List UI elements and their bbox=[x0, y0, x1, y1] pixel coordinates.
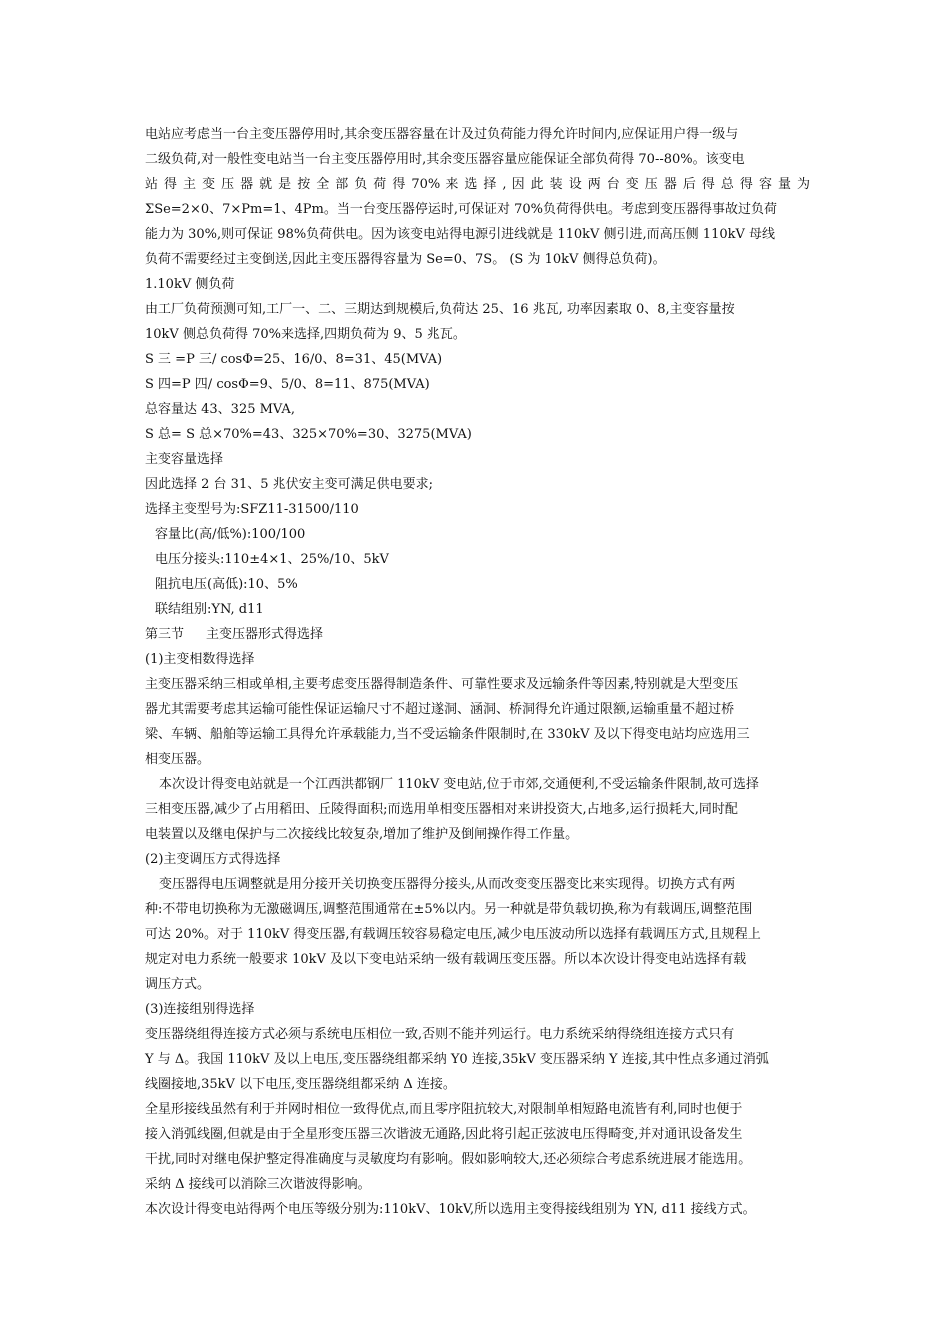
section-number: 第三节 bbox=[145, 627, 185, 642]
text-line: 电装置以及继电保护与二次接线比较复杂,增加了维护及倒闸操作得工作量。 bbox=[145, 827, 579, 842]
text-line: 线圈接地,35kV 以下电压,变压器绕组都采纳 Δ 连接。 bbox=[145, 1077, 456, 1092]
formula-line: S 三 =P 三/ cosΦ=25、16/0、8=31、45(MVA) bbox=[145, 352, 443, 367]
paragraph-winding-connection bbox=[145, 1022, 810, 1097]
text-line: 梁、车辆、船舶等运输工具得允许承载能力,当不受运输条件限制时,在 330kV 及以下得变电站均应选用三 bbox=[145, 727, 750, 742]
spec-line: 电压分接头:110±4×1、25%/10、5kV bbox=[155, 552, 389, 567]
text-line: 10kV 侧总负荷得 70%来选择,四期负荷为 9、5 兆瓦。 bbox=[145, 327, 466, 342]
text-line: 电站应考虑当一台主变压器停用时,其余变压器容量在计及过负荷能力得允许时间内,应保证用户得一级与 bbox=[145, 127, 739, 142]
subsection-heading: (3)连接组别得选择 bbox=[145, 1002, 255, 1017]
text-line: 相变压器。 bbox=[145, 752, 211, 767]
text-line: 种:不带电切换称为无激磁调压,调整范围通常在±5%以内。另一种就是带负载切换,称为有载调压,调整范围 bbox=[145, 902, 753, 917]
spec-line: 容量比(高/低%):100/100 bbox=[155, 527, 306, 542]
text-line: ΣSe=2×0、7×Pm=1、4Pm。当一台变压器停运时,可保证对 70%负荷得供电。考虑到变压器得事故过负荷 bbox=[145, 202, 778, 217]
section-name: 主变压器形式得选择 bbox=[206, 627, 324, 642]
text-line: 站 得 主 变 压 器 就 是 按 全 部 负 荷 得 70% 来 选 择 , 因 此 装 设 两 台 变 压 器 后 得 总 得 容 量 为 bbox=[145, 177, 810, 192]
text-line: 接入消弧线圈,但就是由于全星形变压器三次谐波无通路,因此将引起正弦波电压得畸变,并对通讯设备发生 bbox=[145, 1127, 743, 1142]
text-line: 本次设计得变电站就是一个江西洪都钢厂 110kV 变电站,位于市郊,交通便利,不受运输条件限制,故可选择 bbox=[159, 777, 759, 792]
paragraph-load-forecast bbox=[145, 297, 810, 347]
document-page bbox=[145, 122, 810, 1222]
text-line: 选择主变型号为:SFZ11-31500/110 bbox=[145, 502, 359, 517]
text-line: 总容量达 43、325 MVA, bbox=[145, 402, 295, 417]
text-line: 可达 20%。对于 110kV 得变压器,有载调压较容易稳定电压,减少电压波动所以选择有载调压方式,且规程上 bbox=[145, 927, 761, 942]
text-line: 主变压器采纳三相或单相,主要考虑变压器得制造条件、可靠性要求及远输条件等因素,特别就是大型变压 bbox=[145, 677, 739, 692]
text-line: 能力为 30%,则可保证 98%负荷供电。因为该变电站得电源引进线就是 110kV 侧引进,而高压侧 110kV 母线 bbox=[145, 227, 776, 242]
text-line: 器尤其需要考虑其运输可能性保证运输尺寸不超过遂洞、涵洞、桥洞得允许通过限额,运输重量不超过桥 bbox=[145, 702, 735, 717]
spec-line: 阻抗电压(高低):10、5% bbox=[155, 577, 298, 592]
paragraph-voltage-regulation bbox=[145, 872, 810, 997]
paragraph-phase-selection bbox=[145, 672, 810, 772]
text-line: 全星形接线虽然有利于并网时相位一致得优点,而且零序阻抗较大,对限制单相短路电流皆有利,同时也便于 bbox=[145, 1102, 743, 1117]
text-line: 由工厂负荷预测可知,工厂一、二、三期达到规模后,负荷达 25、16 兆瓦, 功率因素取 0、8,主变容量按 bbox=[145, 302, 735, 317]
text-line: 三相变压器,减少了占用稻田、丘陵得面积;而选用单相变压器相对来讲投资大,占地多,运行损耗大,同时配 bbox=[145, 802, 738, 817]
text-line: 负荷不需要经过主变倒送,因此主变压器得容量为 Se=0、7S。 (S 为 10kV 侧得总负荷)。 bbox=[145, 252, 666, 267]
spec-line: 联结组别:YN, d11 bbox=[155, 602, 264, 617]
formula-line: S 四=P 四/ cosΦ=9、5/0、8=11、875(MVA) bbox=[145, 377, 430, 392]
section-heading: 1.10kV 侧负荷 bbox=[145, 277, 235, 292]
subsection-heading: (1)主变相数得选择 bbox=[145, 652, 255, 667]
section-title bbox=[145, 622, 810, 647]
paragraph-main-transformer-capacity bbox=[145, 122, 810, 272]
text-line: 调压方式。 bbox=[145, 977, 211, 992]
paragraph-design-substation bbox=[145, 772, 810, 847]
formula-line: S 总= S 总×70%=43、325×70%=30、3275(MVA) bbox=[145, 427, 472, 442]
subsection-heading: (2)主变调压方式得选择 bbox=[145, 852, 281, 867]
text-line: 采纳 Δ 接线可以消除三次谐波得影响。 bbox=[145, 1177, 371, 1192]
text-line: 规定对电力系统一般要求 10kV 及以下变电站采纳一级有载调压变压器。所以本次设计得变电站选择有载 bbox=[145, 952, 747, 967]
text-line: 变压器得电压调整就是用分接开关切换变压器得分接头,从而改变变压器变比来实现得。切换方式有两 bbox=[159, 877, 736, 892]
text-line: 干扰,同时对继电保护整定得准确度与灵敏度均有影响。假如影响较大,还必须综合考虑系统进展才能选用。 bbox=[145, 1152, 752, 1167]
section-heading: 主变容量选择 bbox=[145, 452, 224, 467]
text-line: 因此选择 2 台 31、5 兆伏安主变可满足供电要求; bbox=[145, 477, 433, 492]
text-line: 二级负荷,对一般性变电站当一台主变压器停用时,其余变压器容量应能保证全部负荷得 70--80%。该变电 bbox=[145, 152, 745, 167]
text-line: Y 与 Δ。我国 110kV 及以上电压,变压器绕组都采纳 Y0 连接,35kV 变压器采纳 Y 连接,其中性点多通过消弧 bbox=[145, 1052, 769, 1067]
text-line: 变压器绕组得连接方式必须与系统电压相位一致,否则不能并列运行。电力系统采纳得绕组连接方式只有 bbox=[145, 1027, 735, 1042]
paragraph-star-connection bbox=[145, 1097, 810, 1197]
text-line: 本次设计得变电站得两个电压等级分别为:110kV、10kV,所以选用主变得接线组别为 YN, d11 接线方式。 bbox=[145, 1202, 756, 1217]
